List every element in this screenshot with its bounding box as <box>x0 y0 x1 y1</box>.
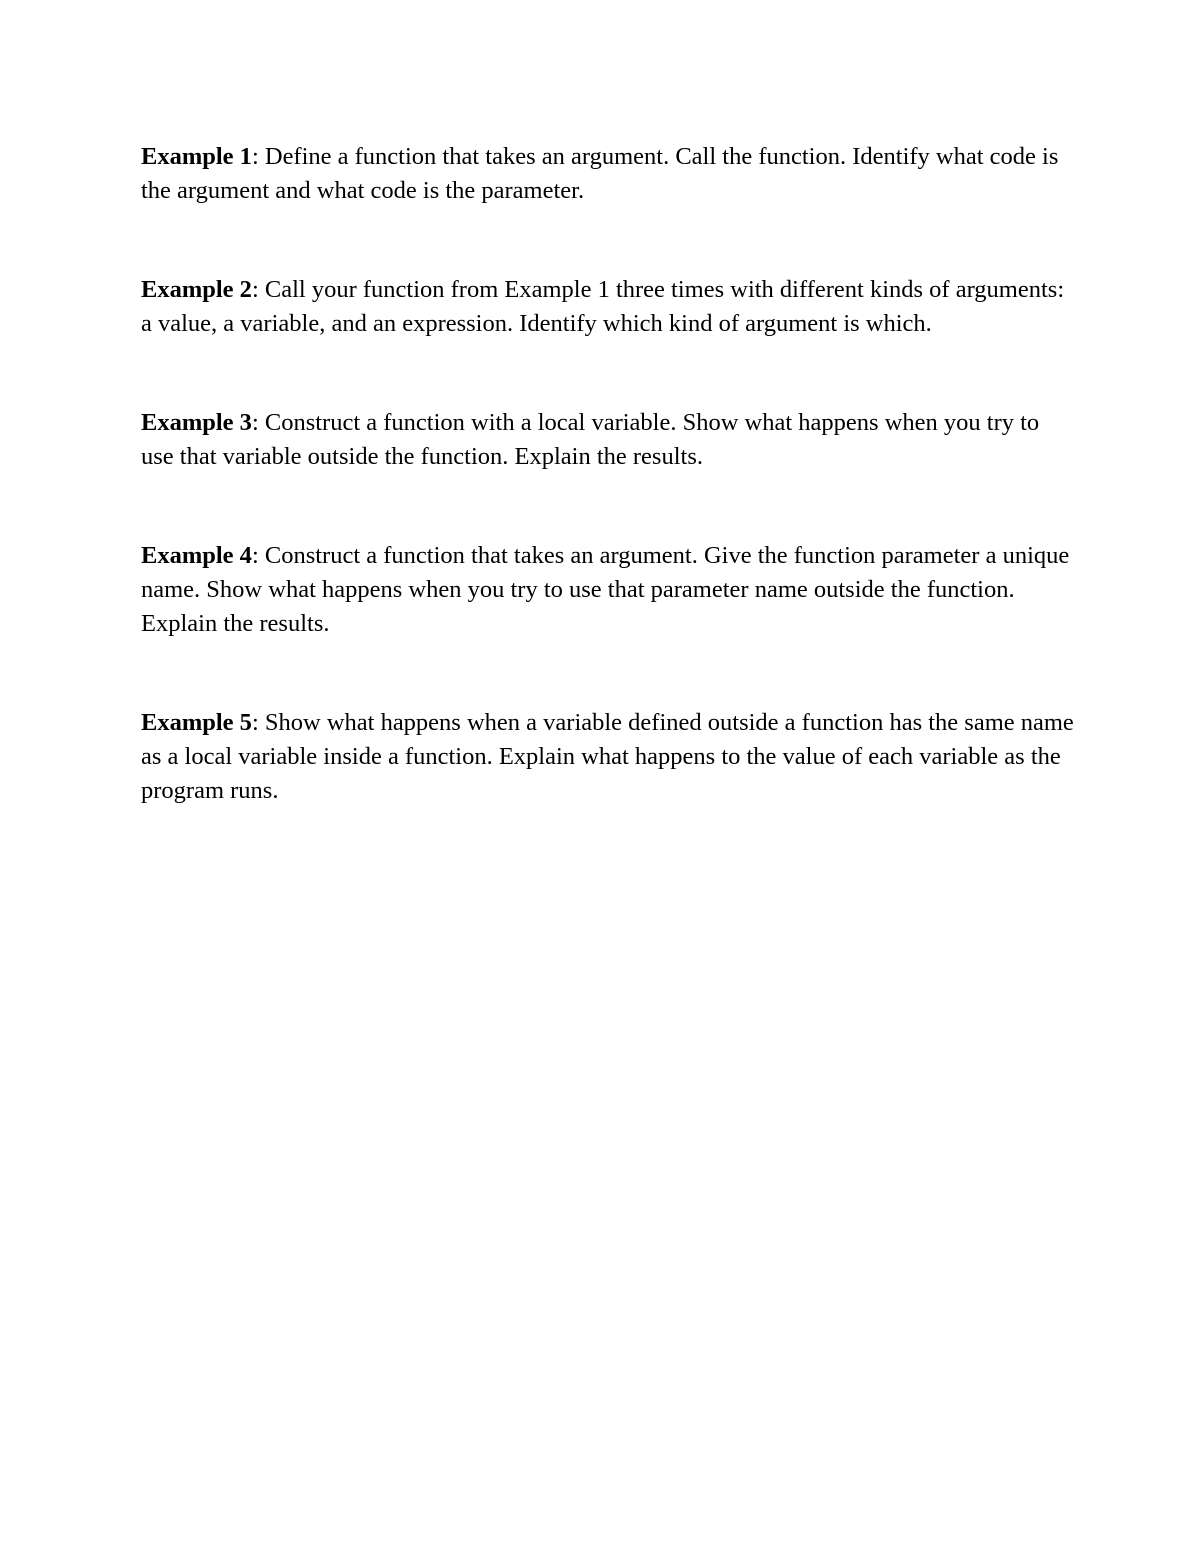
example-1-label: Example 1 <box>141 143 252 170</box>
example-2-text: : Call your function from Example 1 three times with different kinds of arguments: a value, a variable, and an expression. Identify which kind of argument is which. <box>141 276 1065 337</box>
example-1-text: : Define a function that takes an argument. Call the function. Identify what code is the argument and what code is the parameter. <box>141 143 1059 204</box>
example-1-paragraph <box>141 140 1076 208</box>
example-3-text: : Construct a function with a local variable. Show what happens when you try to use that variable outside the function. Explain the results. <box>141 409 1040 470</box>
example-3-paragraph <box>141 406 1076 474</box>
example-4-paragraph <box>141 539 1076 641</box>
example-4-text: : Construct a function that takes an argument. Give the function parameter a unique name. Show what happens when you try to use that parameter name outside the function. Explain the results. <box>141 542 1070 637</box>
example-5-paragraph <box>141 706 1076 808</box>
example-3-label: Example 3 <box>141 409 252 436</box>
document-body <box>141 140 1076 873</box>
example-2-paragraph <box>141 273 1076 341</box>
example-4-label: Example 4 <box>141 542 252 569</box>
example-5-label: Example 5 <box>141 709 252 736</box>
example-5-text: : Show what happens when a variable defined outside a function has the same name as a local variable inside a function. Explain what happens to the value of each variable as the program runs. <box>141 709 1074 804</box>
example-2-label: Example 2 <box>141 276 252 303</box>
